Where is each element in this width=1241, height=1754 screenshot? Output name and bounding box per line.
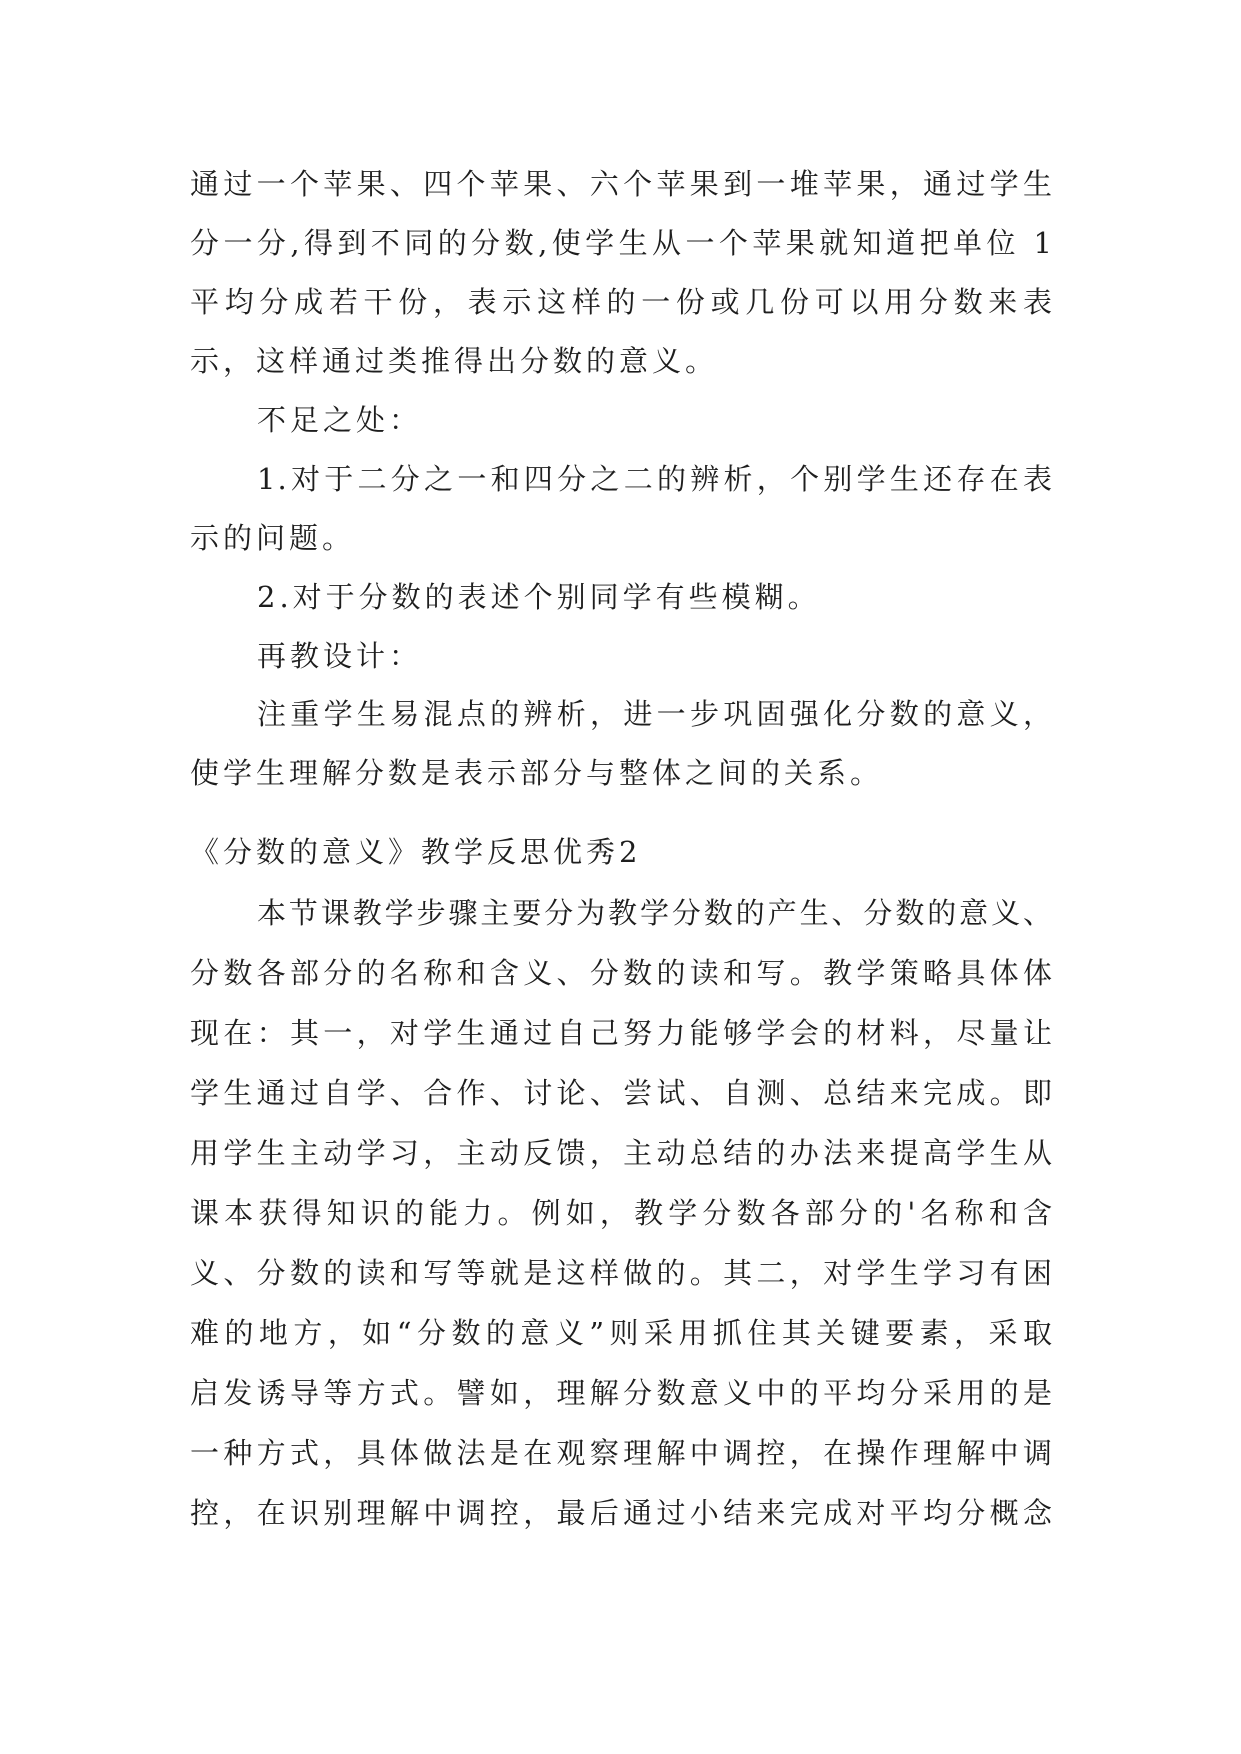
paragraph-line: 控，在识别理解中调控，最后通过小结来完成对平均分概念 — [190, 1496, 1054, 1530]
paragraph-line: 一种方式，具体做法是在观察理解中调控，在操作理解中调 — [190, 1436, 1054, 1470]
paragraph-line: 现在：其一，对学生通过自己努力能够学会的材料，尽量让 — [190, 1016, 1054, 1050]
list-item-line: 2.对于分数的表述个别同学有些模糊。 — [257, 580, 821, 614]
section-heading-redesign: 再教设计： — [257, 639, 423, 673]
paragraph-line: 本节课教学步骤主要分为教学分数的产生、分数的意义、 — [257, 896, 1054, 930]
section-heading-shortcomings: 不足之处： — [257, 403, 423, 437]
paragraph-line: 难的地方，如“分数的意义”则采用抓住其关键要素，采取 — [190, 1316, 1054, 1350]
paragraph-line: 学生通过自学、合作、讨论、尝试、自测、总结来完成。即 — [190, 1076, 1054, 1110]
list-item-line: 1.对于二分之一和四分之二的辨析，个别学生还存在表 — [257, 462, 1054, 496]
paragraph-line: 启发诱导等方式。譬如，理解分数意义中的平均分采用的是 — [190, 1376, 1054, 1410]
paragraph-line: 通过一个苹果、四个苹果、六个苹果到一堆苹果，通过学生 — [190, 167, 1054, 201]
paragraph-line: 义、分数的读和写等就是这样做的。其二，对学生学习有困 — [190, 1256, 1054, 1290]
paragraph-line: 注重学生易混点的辨析，进一步巩固强化分数的意义， — [257, 697, 1054, 731]
paragraph-line: 使学生理解分数是表示部分与整体之间的关系。 — [190, 756, 884, 790]
paragraph-line: 课本获得知识的能力。例如，教学分数各部分的'名称和含 — [190, 1196, 1054, 1230]
list-item-line: 示的问题。 — [190, 521, 356, 555]
paragraph-line: 分数各部分的名称和含义、分数的读和写。教学策略具体体 — [190, 956, 1054, 990]
paragraph-line: 示，这样通过类推得出分数的意义。 — [190, 344, 719, 378]
paragraph-line: 用学生主动学习，主动反馈，主动总结的办法来提高学生从 — [190, 1136, 1054, 1170]
paragraph-line: 分一分,得到不同的分数,使学生从一个苹果就知道把单位 1 — [190, 226, 1054, 260]
article-title: 《分数的意义》教学反思优秀2 — [190, 835, 642, 869]
paragraph-line: 平均分成若干份，表示这样的一份或几份可以用分数来表 — [190, 285, 1054, 319]
